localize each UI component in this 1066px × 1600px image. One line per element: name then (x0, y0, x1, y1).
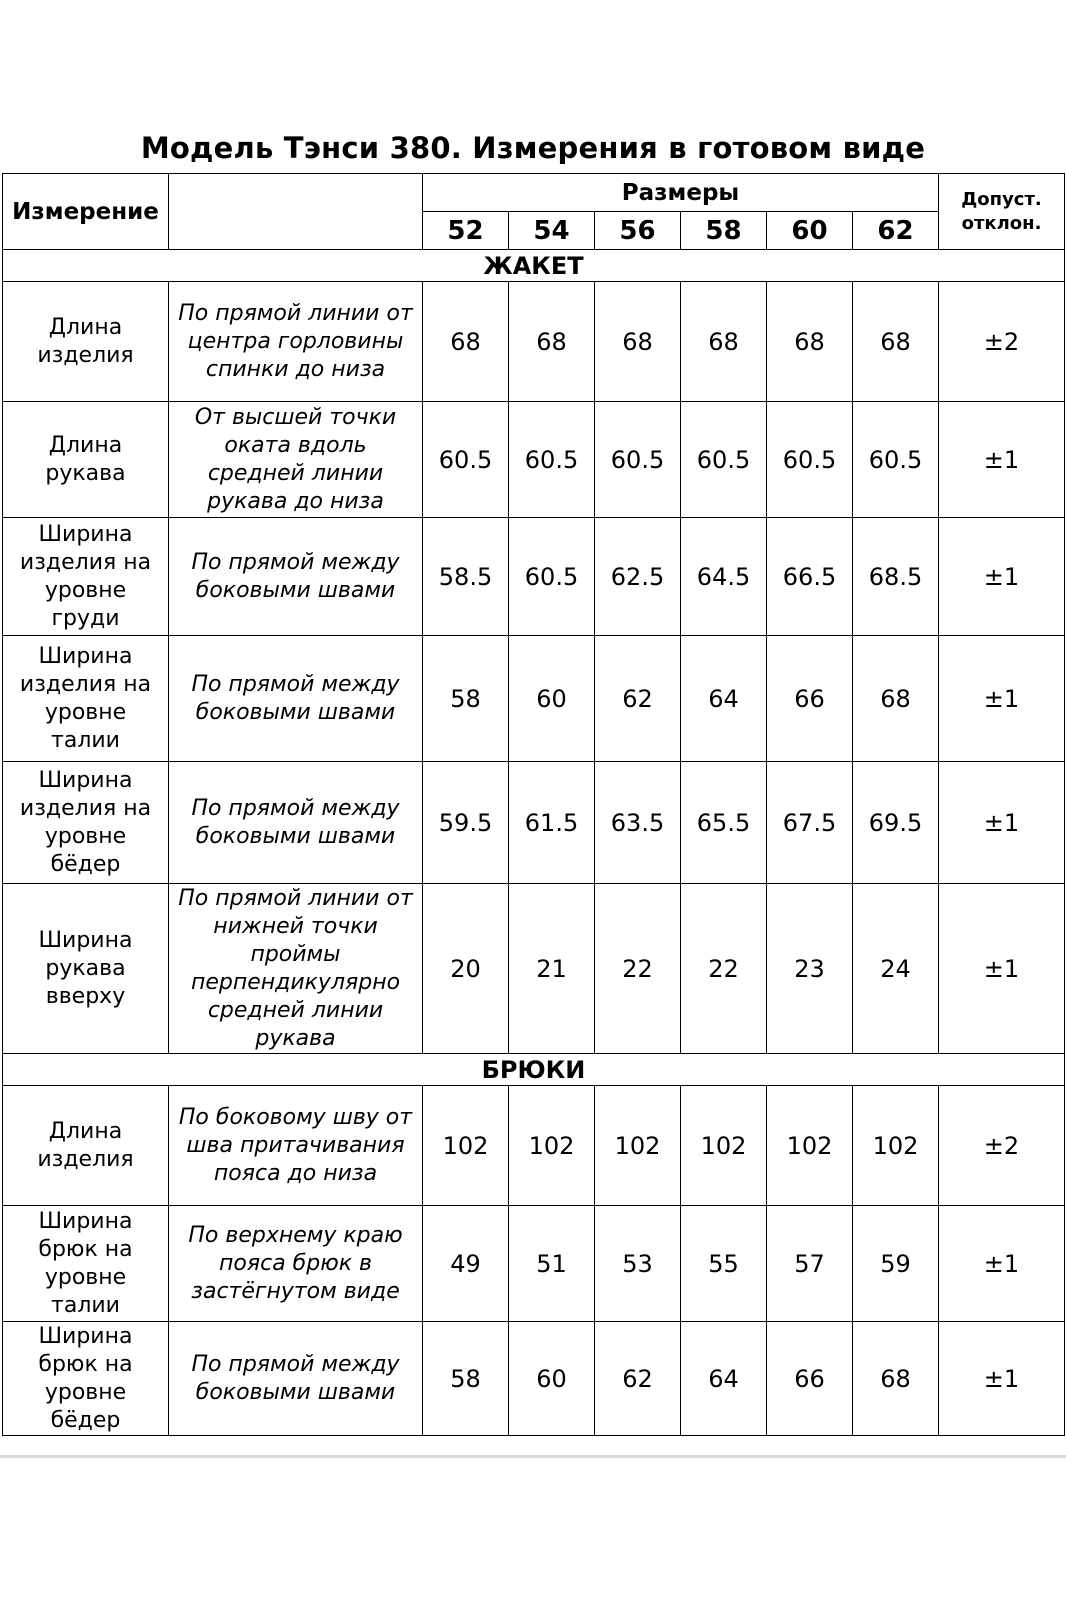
tolerance-value: ±1 (939, 762, 1065, 884)
size-value: 22 (595, 884, 681, 1054)
header-row-top (3, 174, 1065, 212)
size-value: 63.5 (595, 762, 681, 884)
size-value: 102 (423, 1086, 509, 1206)
measurement-name (3, 1206, 169, 1322)
size-value: 60.5 (595, 402, 681, 518)
size-value: 68 (595, 282, 681, 402)
size-value: 59.5 (423, 762, 509, 884)
measurement-name (3, 884, 169, 1054)
size-value: 65.5 (681, 762, 767, 884)
size-value: 62 (595, 1322, 681, 1436)
size-value: 67.5 (767, 762, 853, 884)
size-value: 21 (509, 884, 595, 1054)
size-value: 68 (853, 636, 939, 762)
description-header (169, 174, 423, 250)
measurement-name-text: Длина изделия (37, 1118, 134, 1172)
size-header: 54 (509, 212, 595, 250)
measurement-name (3, 762, 169, 884)
measurement-description (169, 282, 423, 402)
size-value: 102 (595, 1086, 681, 1206)
size-value: 58.5 (423, 518, 509, 636)
size-header: 60 (767, 212, 853, 250)
size-value: 22 (681, 884, 767, 1054)
measurement-description (169, 762, 423, 884)
size-value: 64.5 (681, 518, 767, 636)
table-row (3, 884, 1065, 1054)
table-row (3, 402, 1065, 518)
measurement-name (3, 282, 169, 402)
measurement-header: Измерение (3, 174, 169, 250)
measurement-name-text: Ширина изделия на уровне груди (19, 521, 152, 631)
size-value: 60.5 (423, 402, 509, 518)
measurement-description-text: По прямой между боковыми швами (191, 795, 400, 849)
measurement-description-text: По прямой между боковыми швами (191, 671, 400, 725)
measurement-description-text: По боковому шву от шва притачивания пояса до низа (178, 1104, 413, 1186)
measurement-name (3, 518, 169, 636)
tolerance-header-label: Допуст. отклон. (961, 188, 1042, 234)
table-row (3, 762, 1065, 884)
size-value: 102 (509, 1086, 595, 1206)
measurement-name-text: Ширина изделия на уровне талии (19, 643, 152, 753)
measurement-name (3, 402, 169, 518)
size-value: 66.5 (767, 518, 853, 636)
tolerance-header (939, 174, 1065, 250)
measurement-name (3, 1322, 169, 1436)
size-value: 49 (423, 1206, 509, 1322)
size-value: 60.5 (767, 402, 853, 518)
size-value: 58 (423, 1322, 509, 1436)
divider-line (0, 1455, 1066, 1458)
size-value: 51 (509, 1206, 595, 1322)
tolerance-value: ±1 (939, 1206, 1065, 1322)
measurement-description (169, 402, 423, 518)
size-value: 102 (681, 1086, 767, 1206)
measurement-name-text: Длина изделия (37, 314, 134, 368)
size-value: 60.5 (853, 402, 939, 518)
size-value: 64 (681, 636, 767, 762)
size-value: 64 (681, 1322, 767, 1436)
size-value: 60 (509, 1322, 595, 1436)
size-value: 59 (853, 1206, 939, 1322)
size-value: 23 (767, 884, 853, 1054)
size-value: 68 (853, 282, 939, 402)
measurement-description (169, 518, 423, 636)
measurement-name-text: Длина рукава (45, 432, 126, 486)
size-value: 68 (767, 282, 853, 402)
size-value: 68.5 (853, 518, 939, 636)
measurement-description-text: По прямой линии от нижней точки проймы перпендикулярно средней линии рукава (178, 885, 413, 1051)
tolerance-value: ±1 (939, 402, 1065, 518)
measurement-name-text: Ширина брюк на уровне талии (38, 1208, 133, 1318)
tolerance-value: ±2 (939, 282, 1065, 402)
size-value: 58 (423, 636, 509, 762)
size-value: 20 (423, 884, 509, 1054)
section-row (3, 1054, 1065, 1086)
measurements-table (2, 173, 1065, 1436)
sizes-header: Размеры (423, 174, 939, 212)
size-value: 60.5 (681, 402, 767, 518)
size-header: 56 (595, 212, 681, 250)
size-value: 60 (509, 636, 595, 762)
measurement-name-text: Ширина рукава вверху (38, 927, 133, 1009)
table-row (3, 1206, 1065, 1322)
size-value: 102 (767, 1086, 853, 1206)
table-row (3, 1322, 1065, 1436)
size-value: 57 (767, 1206, 853, 1322)
measurement-description-text: По прямой между боковыми швами (191, 1351, 400, 1405)
size-value: 68 (681, 282, 767, 402)
size-value: 62 (595, 636, 681, 762)
size-value: 69.5 (853, 762, 939, 884)
size-value: 68 (853, 1322, 939, 1436)
size-value: 53 (595, 1206, 681, 1322)
size-value: 66 (767, 636, 853, 762)
size-value: 55 (681, 1206, 767, 1322)
measurement-description-text: По прямой между боковыми швами (191, 549, 400, 603)
table-row (3, 518, 1065, 636)
section-row (3, 250, 1065, 282)
section-title: БРЮКИ (3, 1054, 1065, 1086)
size-value: 60.5 (509, 518, 595, 636)
table-row (3, 636, 1065, 762)
page-title: Модель Тэнси 380. Измерения в готовом виде (140, 131, 926, 165)
size-value: 102 (853, 1086, 939, 1206)
size-value: 60.5 (509, 402, 595, 518)
table-body (3, 174, 1065, 1436)
measurement-description (169, 1322, 423, 1436)
table-row (3, 282, 1065, 402)
measurement-description (169, 1086, 423, 1206)
tolerance-value: ±1 (939, 884, 1065, 1054)
tolerance-value: ±2 (939, 1086, 1065, 1206)
size-value: 62.5 (595, 518, 681, 636)
size-header: 52 (423, 212, 509, 250)
measurement-name-text: Ширина изделия на уровне бёдер (19, 767, 152, 877)
measurement-name (3, 1086, 169, 1206)
tolerance-value: ±1 (939, 518, 1065, 636)
tolerance-value: ±1 (939, 636, 1065, 762)
measurement-description (169, 636, 423, 762)
table-row (3, 1086, 1065, 1206)
size-value: 68 (509, 282, 595, 402)
size-header: 58 (681, 212, 767, 250)
measurement-description-text: По верхнему краю пояса брюк в застёгнутом виде (188, 1222, 403, 1304)
tolerance-value: ±1 (939, 1322, 1065, 1436)
size-value: 61.5 (509, 762, 595, 884)
measurement-name-text: Ширина брюк на уровне бёдер (38, 1323, 133, 1433)
size-value: 66 (767, 1322, 853, 1436)
measurement-description-text: От высшей точки оката вдоль средней линии рукава до низа (194, 404, 397, 514)
size-header: 62 (853, 212, 939, 250)
size-value: 24 (853, 884, 939, 1054)
measurement-name (3, 636, 169, 762)
measurement-description (169, 884, 423, 1054)
measurement-description-text: По прямой линии от центра горловины спинки до низа (178, 300, 413, 382)
section-title: ЖАКЕТ (3, 250, 1065, 282)
measurement-description (169, 1206, 423, 1322)
size-value: 68 (423, 282, 509, 402)
